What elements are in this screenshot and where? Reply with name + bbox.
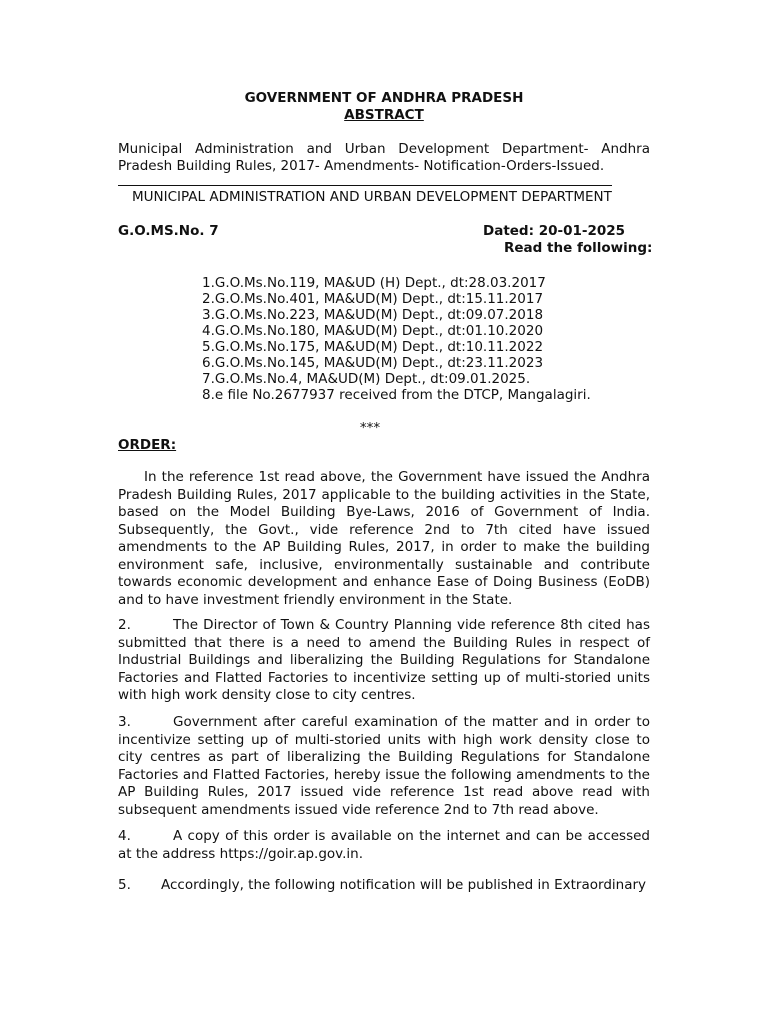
reference-item: 8.e file No.2677937 received from the DTCP, Mangalagiri. (202, 387, 591, 403)
paragraph-3 (118, 714, 650, 819)
reference-item: 7.G.O.Ms.No.4, MA&UD(M) Dept., dt:09.01.2025. (202, 371, 531, 387)
order-heading: ORDER: (118, 437, 177, 453)
paragraph-text: Accordingly, the following notification will be published in Extraordinary (161, 877, 647, 893)
paragraph-1 (118, 469, 650, 609)
paragraph-text: In the reference 1st read above, the Government have issued the Andhra Pradesh Building Rules, 2017 applicable to the building activities in the State, based on the Model Building Bye-Laws, 2016 of Government of India. Subsequently, the Govt., vide reference 2nd to 7th cited have issued amendments to the AP Building Rules, 2017, in order to make the building environment safe, inclusive, environmentally sustainable and contribute towards economic development and enhance Ease of Doing Business (EoDB) and to have investment friendly environment in the State. (118, 469, 650, 608)
paragraph-number: 4. (118, 828, 131, 844)
paragraph-number: 5. (118, 877, 131, 893)
order-date: Dated: 20-01-2025 (483, 223, 626, 239)
paragraph-text: A copy of this order is available on the internet and can be accessed at the address https://goir.ap.gov.in. (118, 828, 650, 862)
paragraph-text: The Director of Town & Country Planning vide reference 8th cited has submitted that there is a need to amend the Building Rules in respect of Industrial Buildings and liberalizing the Building Regulations for Standalone Factories and Flatted Factories to incentivize setting up of multi-storied units with high work density close to city centres. (118, 617, 650, 703)
government-title: GOVERNMENT OF ANDHRA PRADESH (244, 90, 524, 106)
paragraph-text: Government after careful examination of the matter and in order to incentivize setting up of multi-storied units with high work density close to city centres as part of liberalizing the Building Regulations for Standalone Factories and Flatted Factories, hereby issue the following amendments to the AP Building Rules, 2017 issued vide reference 1st read above read with subsequent amendments issued vide reference 2nd to 7th read above. (118, 714, 650, 818)
paragraph-number: 2. (118, 617, 131, 633)
abstract-heading: ABSTRACT (344, 107, 424, 123)
paragraph-4 (118, 828, 650, 863)
department-name: MUNICIPAL ADMINISTRATION AND URBAN DEVELOPMENT DEPARTMENT (132, 189, 612, 205)
reference-item: 1.G.O.Ms.No.119, MA&UD (H) Dept., dt:28.03.2017 (202, 275, 546, 291)
subject-text: Municipal Administration and Urban Development Department- Andhra Pradesh Building Rules, 2017- Amendments- Notification-Orders-Issued. (118, 141, 650, 174)
paragraph-5 (118, 877, 650, 895)
divider-line (118, 185, 612, 186)
go-number: G.O.MS.No. 7 (118, 223, 219, 239)
read-following: Read the following: (504, 240, 653, 256)
separator-stars: *** (359, 420, 381, 436)
reference-item: 2.G.O.Ms.No.401, MA&UD(M) Dept., dt:15.11.2017 (202, 291, 544, 307)
references-list (202, 275, 591, 403)
paragraph-2 (118, 617, 650, 705)
reference-item: 3.G.O.Ms.No.223, MA&UD(M) Dept., dt:09.07.2018 (202, 307, 544, 323)
reference-item: 5.G.O.Ms.No.175, MA&UD(M) Dept., dt:10.11.2022 (202, 339, 544, 355)
reference-item: 6.G.O.Ms.No.145, MA&UD(M) Dept., dt:23.11.2023 (202, 355, 544, 371)
reference-item: 4.G.O.Ms.No.180, MA&UD(M) Dept., dt:01.10.2020 (202, 323, 544, 339)
paragraph-number: 3. (118, 714, 131, 730)
